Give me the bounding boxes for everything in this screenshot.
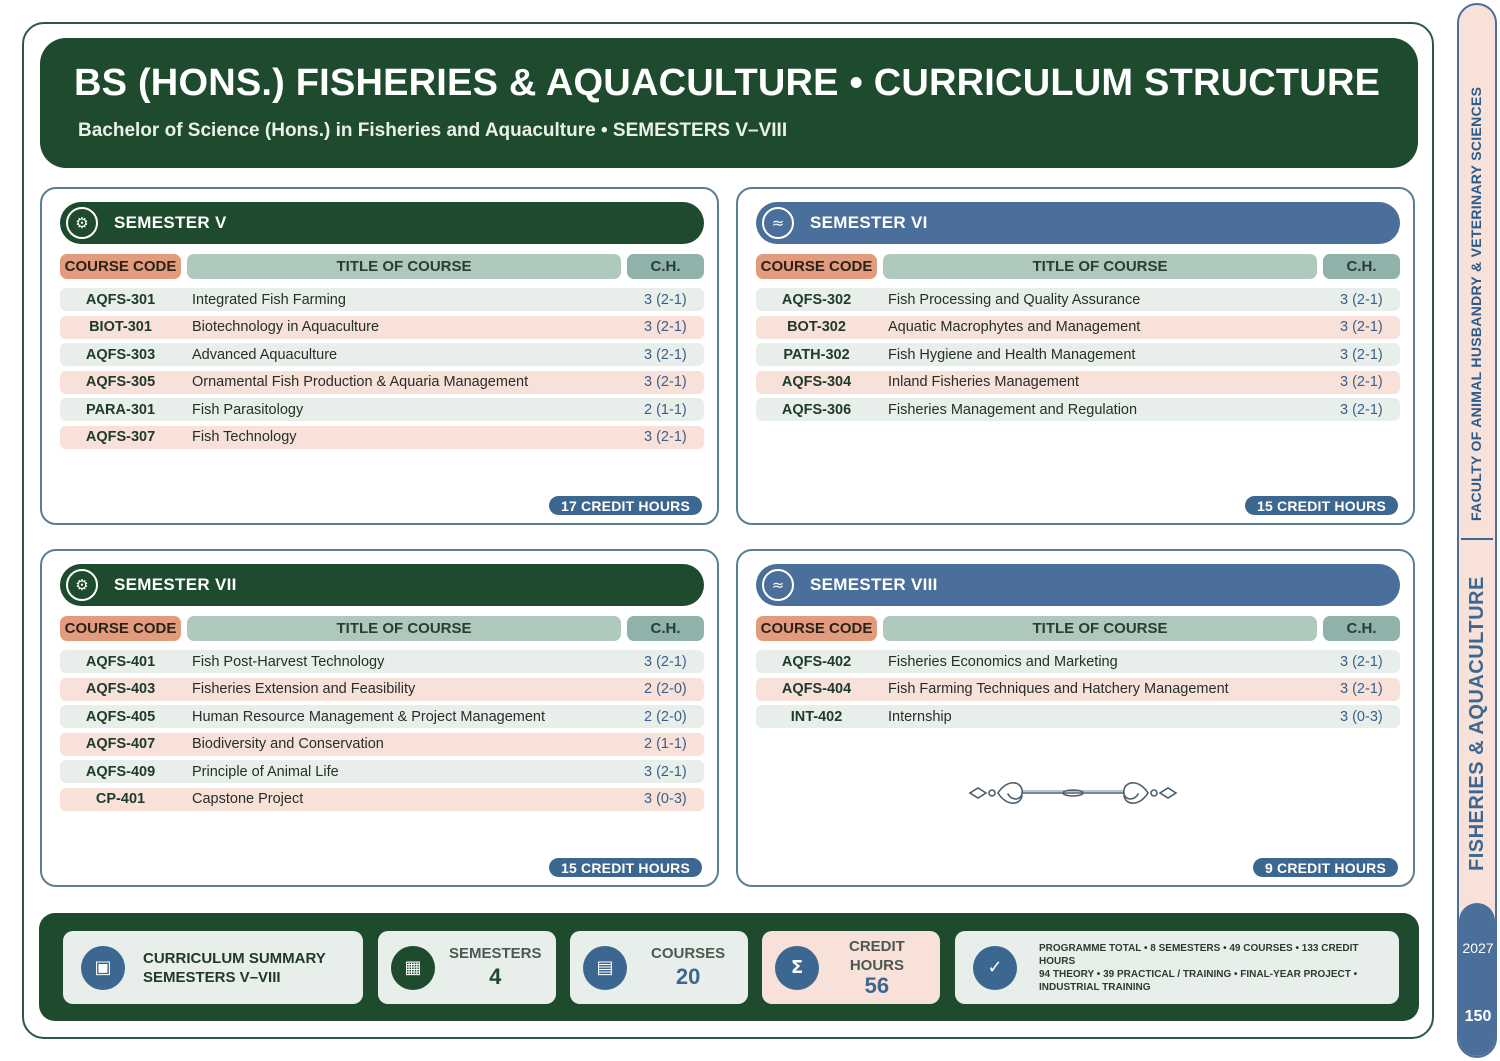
gear-icon: ⚙: [66, 569, 98, 601]
summary-card: [63, 931, 363, 1004]
course-title: Ornamental Fish Production & Aquaria Management: [192, 374, 529, 390]
course-title: Fisheries Economics and Marketing: [888, 653, 1118, 670]
course-title: Fisheries Extension and Feasibility: [192, 681, 416, 697]
column-header-code: COURSE CODE: [60, 616, 181, 641]
column-header-title: TITLE OF COURSE: [883, 616, 1317, 641]
table-row: [60, 343, 704, 366]
faculty-vertical-label: FACULTY OF ANIMAL HUSBANDRY & VETERINARY SCIENCES: [1468, 86, 1484, 521]
course-title: Fish Farming Techniques and Hatchery Management: [888, 681, 1229, 697]
credit-hours-card: [762, 931, 940, 1004]
table-row: [60, 705, 704, 728]
credit-hours-badge: 15 CREDIT HOURS: [1245, 496, 1398, 515]
rail-lower-block: [1459, 903, 1495, 1058]
course-title: Integrated Fish Farming: [192, 291, 346, 308]
course-title: Biotechnology in Aquaculture: [192, 319, 380, 335]
course-credit: 3 (2-1): [644, 374, 687, 390]
semester-header: [60, 202, 704, 244]
course-credit: 3 (2-1): [644, 319, 687, 335]
column-header-code: COURSE CODE: [756, 616, 877, 641]
semester-panel-viii: [736, 549, 1415, 887]
summary-label: CURRICULUM SUMMARY: [143, 949, 326, 967]
course-code: PATH-302: [783, 346, 850, 363]
year-label: 2027: [1462, 940, 1494, 956]
course-title: Human Resource Management & Project Management: [192, 708, 546, 725]
semester-title: SEMESTER V: [114, 213, 227, 232]
course-code: AQFS-401: [85, 653, 156, 670]
page-header: [40, 38, 1418, 168]
column-header-code: COURSE CODE: [756, 254, 877, 279]
course-credit: 3 (2-1): [1340, 346, 1383, 363]
list-icon: ▤: [583, 946, 627, 990]
semester-panel-vii: [40, 549, 719, 887]
column-header-title: TITLE OF COURSE: [187, 254, 621, 279]
table-row: [60, 316, 704, 339]
page-number: 150: [1464, 1008, 1492, 1025]
page-title: BS (HONS.) FISHERIES & AQUACULTURE • CURRICULUM STRUCTURE: [74, 62, 1381, 104]
course-credit: 3 (2-1): [1340, 401, 1383, 418]
course-credit: 3 (2-1): [1340, 319, 1383, 335]
semester-header: [60, 564, 704, 606]
course-credit: 3 (2-1): [1340, 291, 1383, 308]
rail-divider: [1461, 538, 1493, 540]
course-credit: 3 (2-1): [1340, 681, 1383, 697]
table-row: [756, 343, 1400, 366]
summary-box-icon: ▣: [81, 946, 125, 990]
table-row: [756, 316, 1400, 339]
table-row: [60, 760, 704, 783]
course-title: Advanced Aquaculture: [192, 346, 338, 363]
course-credit: 2 (1-1): [644, 401, 687, 418]
grid-icon: ▦: [391, 946, 435, 990]
column-header-ch: C.H.: [1323, 254, 1400, 279]
course-credit: 3 (0-3): [644, 791, 687, 807]
course-title: Capstone Project: [192, 791, 304, 807]
table-row: [756, 705, 1400, 728]
check-icon: ✓: [973, 946, 1017, 990]
course-credit: 3 (0-3): [1340, 708, 1383, 725]
semester-title: SEMESTER VII: [114, 575, 237, 594]
course-code: AQFS-403: [85, 681, 156, 697]
course-table: [756, 288, 1400, 426]
table-row: [60, 371, 704, 394]
table-row: [756, 371, 1400, 394]
column-header-ch: C.H.: [1323, 616, 1400, 641]
column-header-title: TITLE OF COURSE: [883, 254, 1317, 279]
course-code: PARA-301: [85, 401, 156, 418]
table-row: [60, 678, 704, 701]
semester-title: SEMESTER VIII: [810, 575, 938, 594]
course-credit: 2 (1-1): [644, 736, 687, 752]
credit-hours-badge: 9 CREDIT HOURS: [1253, 858, 1398, 877]
course-title: Fish Processing and Quality Assurance: [888, 291, 1141, 308]
table-row: [60, 398, 704, 421]
course-title: Fisheries Management and Regulation: [888, 401, 1138, 418]
course-code: AQFS-404: [781, 681, 852, 697]
semester-header: [756, 202, 1400, 244]
table-row: [60, 650, 704, 673]
sigma-icon: Σ: [775, 946, 819, 990]
course-title: Fish Post-Harvest Technology: [192, 653, 385, 670]
credit-label-1: CREDIT: [849, 937, 905, 955]
semesters-value: 4: [489, 964, 502, 989]
course-title: Fish Parasitology: [192, 401, 304, 418]
programme-total-note: PROGRAMME TOTAL • 8 SEMESTERS • 49 COURSES • 133 CREDIT HOURS: [1039, 942, 1359, 967]
course-credit: 3 (2-1): [1340, 374, 1383, 390]
programme-breakdown-note: 94 THEORY • 39 PRACTICAL / TRAINING • FINAL-YEAR PROJECT • INDUSTRIAL TRAINING: [1039, 968, 1358, 993]
course-credit: 2 (2-0): [644, 681, 687, 697]
table-row: [60, 733, 704, 756]
course-code: AQFS-405: [85, 708, 156, 725]
table-row: [756, 650, 1400, 673]
course-title: Biodiversity and Conservation: [192, 736, 384, 752]
column-header-title: TITLE OF COURSE: [187, 616, 621, 641]
courses-card: [570, 931, 748, 1004]
course-code: AQFS-301: [85, 291, 156, 308]
wave-icon: ≈: [762, 569, 794, 601]
course-code: AQFS-307: [85, 429, 156, 445]
course-table: [756, 650, 1400, 733]
course-title: Internship: [888, 708, 952, 725]
curriculum-summary-bar: [39, 913, 1419, 1021]
course-code: BIOT-301: [89, 319, 152, 335]
table-row: [756, 288, 1400, 311]
course-code: BOT-302: [787, 319, 846, 335]
course-title: Principle of Animal Life: [192, 763, 339, 780]
course-title: Aquatic Macrophytes and Management: [888, 319, 1141, 335]
course-code: CP-401: [95, 791, 146, 807]
course-code: AQFS-305: [85, 374, 156, 390]
semester-panel-vi: [736, 187, 1415, 525]
course-credit: 3 (2-1): [1340, 653, 1383, 670]
course-title: Inland Fisheries Management: [888, 374, 1080, 390]
courses-label: COURSES: [651, 945, 726, 962]
course-table: [60, 650, 704, 815]
courses-value: 20: [675, 964, 701, 989]
course-code: AQFS-306: [781, 401, 852, 418]
credit-hours-badge: 17 CREDIT HOURS: [549, 496, 702, 515]
course-code: AQFS-303: [85, 346, 156, 363]
credit-label-2: HOURS: [849, 956, 904, 974]
wave-icon: ≈: [762, 207, 794, 239]
course-code: AQFS-402: [781, 653, 852, 670]
credit-value: 56: [864, 972, 890, 998]
table-row: [60, 426, 704, 449]
course-credit: 3 (2-1): [644, 291, 687, 308]
semesters-label: SEMESTERS: [449, 945, 542, 962]
summary-range: SEMESTERS V–VIII: [143, 968, 281, 986]
table-row: [60, 788, 704, 811]
semester-title: SEMESTER VI: [810, 213, 928, 232]
semester-header: [756, 564, 1400, 606]
semesters-card: [378, 931, 556, 1004]
course-credit: 3 (2-1): [644, 429, 687, 445]
semester-panel-v: [40, 187, 719, 525]
course-credit: 3 (2-1): [644, 346, 687, 363]
column-header-code: COURSE CODE: [60, 254, 181, 279]
course-title: Fish Hygiene and Health Management: [888, 346, 1136, 363]
program-vertical-label: FISHERIES & AQUACULTURE: [1466, 576, 1488, 871]
page-subtitle: Bachelor of Science (Hons.) in Fisheries and Aquaculture • SEMESTERS V–VIII: [78, 120, 788, 141]
column-header-ch: C.H.: [627, 254, 704, 279]
credit-hours-badge: 15 CREDIT HOURS: [549, 858, 702, 877]
table-row: [756, 678, 1400, 701]
gear-icon: ⚙: [66, 207, 98, 239]
course-code: AQFS-304: [781, 374, 852, 390]
course-code: AQFS-407: [85, 736, 156, 752]
course-credit: 2 (2-0): [644, 708, 687, 725]
programme-total-card: [955, 931, 1399, 1004]
column-header-ch: C.H.: [627, 616, 704, 641]
course-code: AQFS-302: [781, 291, 852, 308]
course-credit: 3 (2-1): [644, 653, 687, 670]
course-title: Fish Technology: [192, 429, 297, 445]
course-table: [60, 288, 704, 453]
course-code: AQFS-409: [85, 763, 156, 780]
course-code: INT-402: [790, 708, 843, 725]
course-credit: 3 (2-1): [644, 763, 687, 780]
flourish-ornament-icon: [968, 776, 1178, 810]
table-row: [60, 288, 704, 311]
table-row: [756, 398, 1400, 421]
